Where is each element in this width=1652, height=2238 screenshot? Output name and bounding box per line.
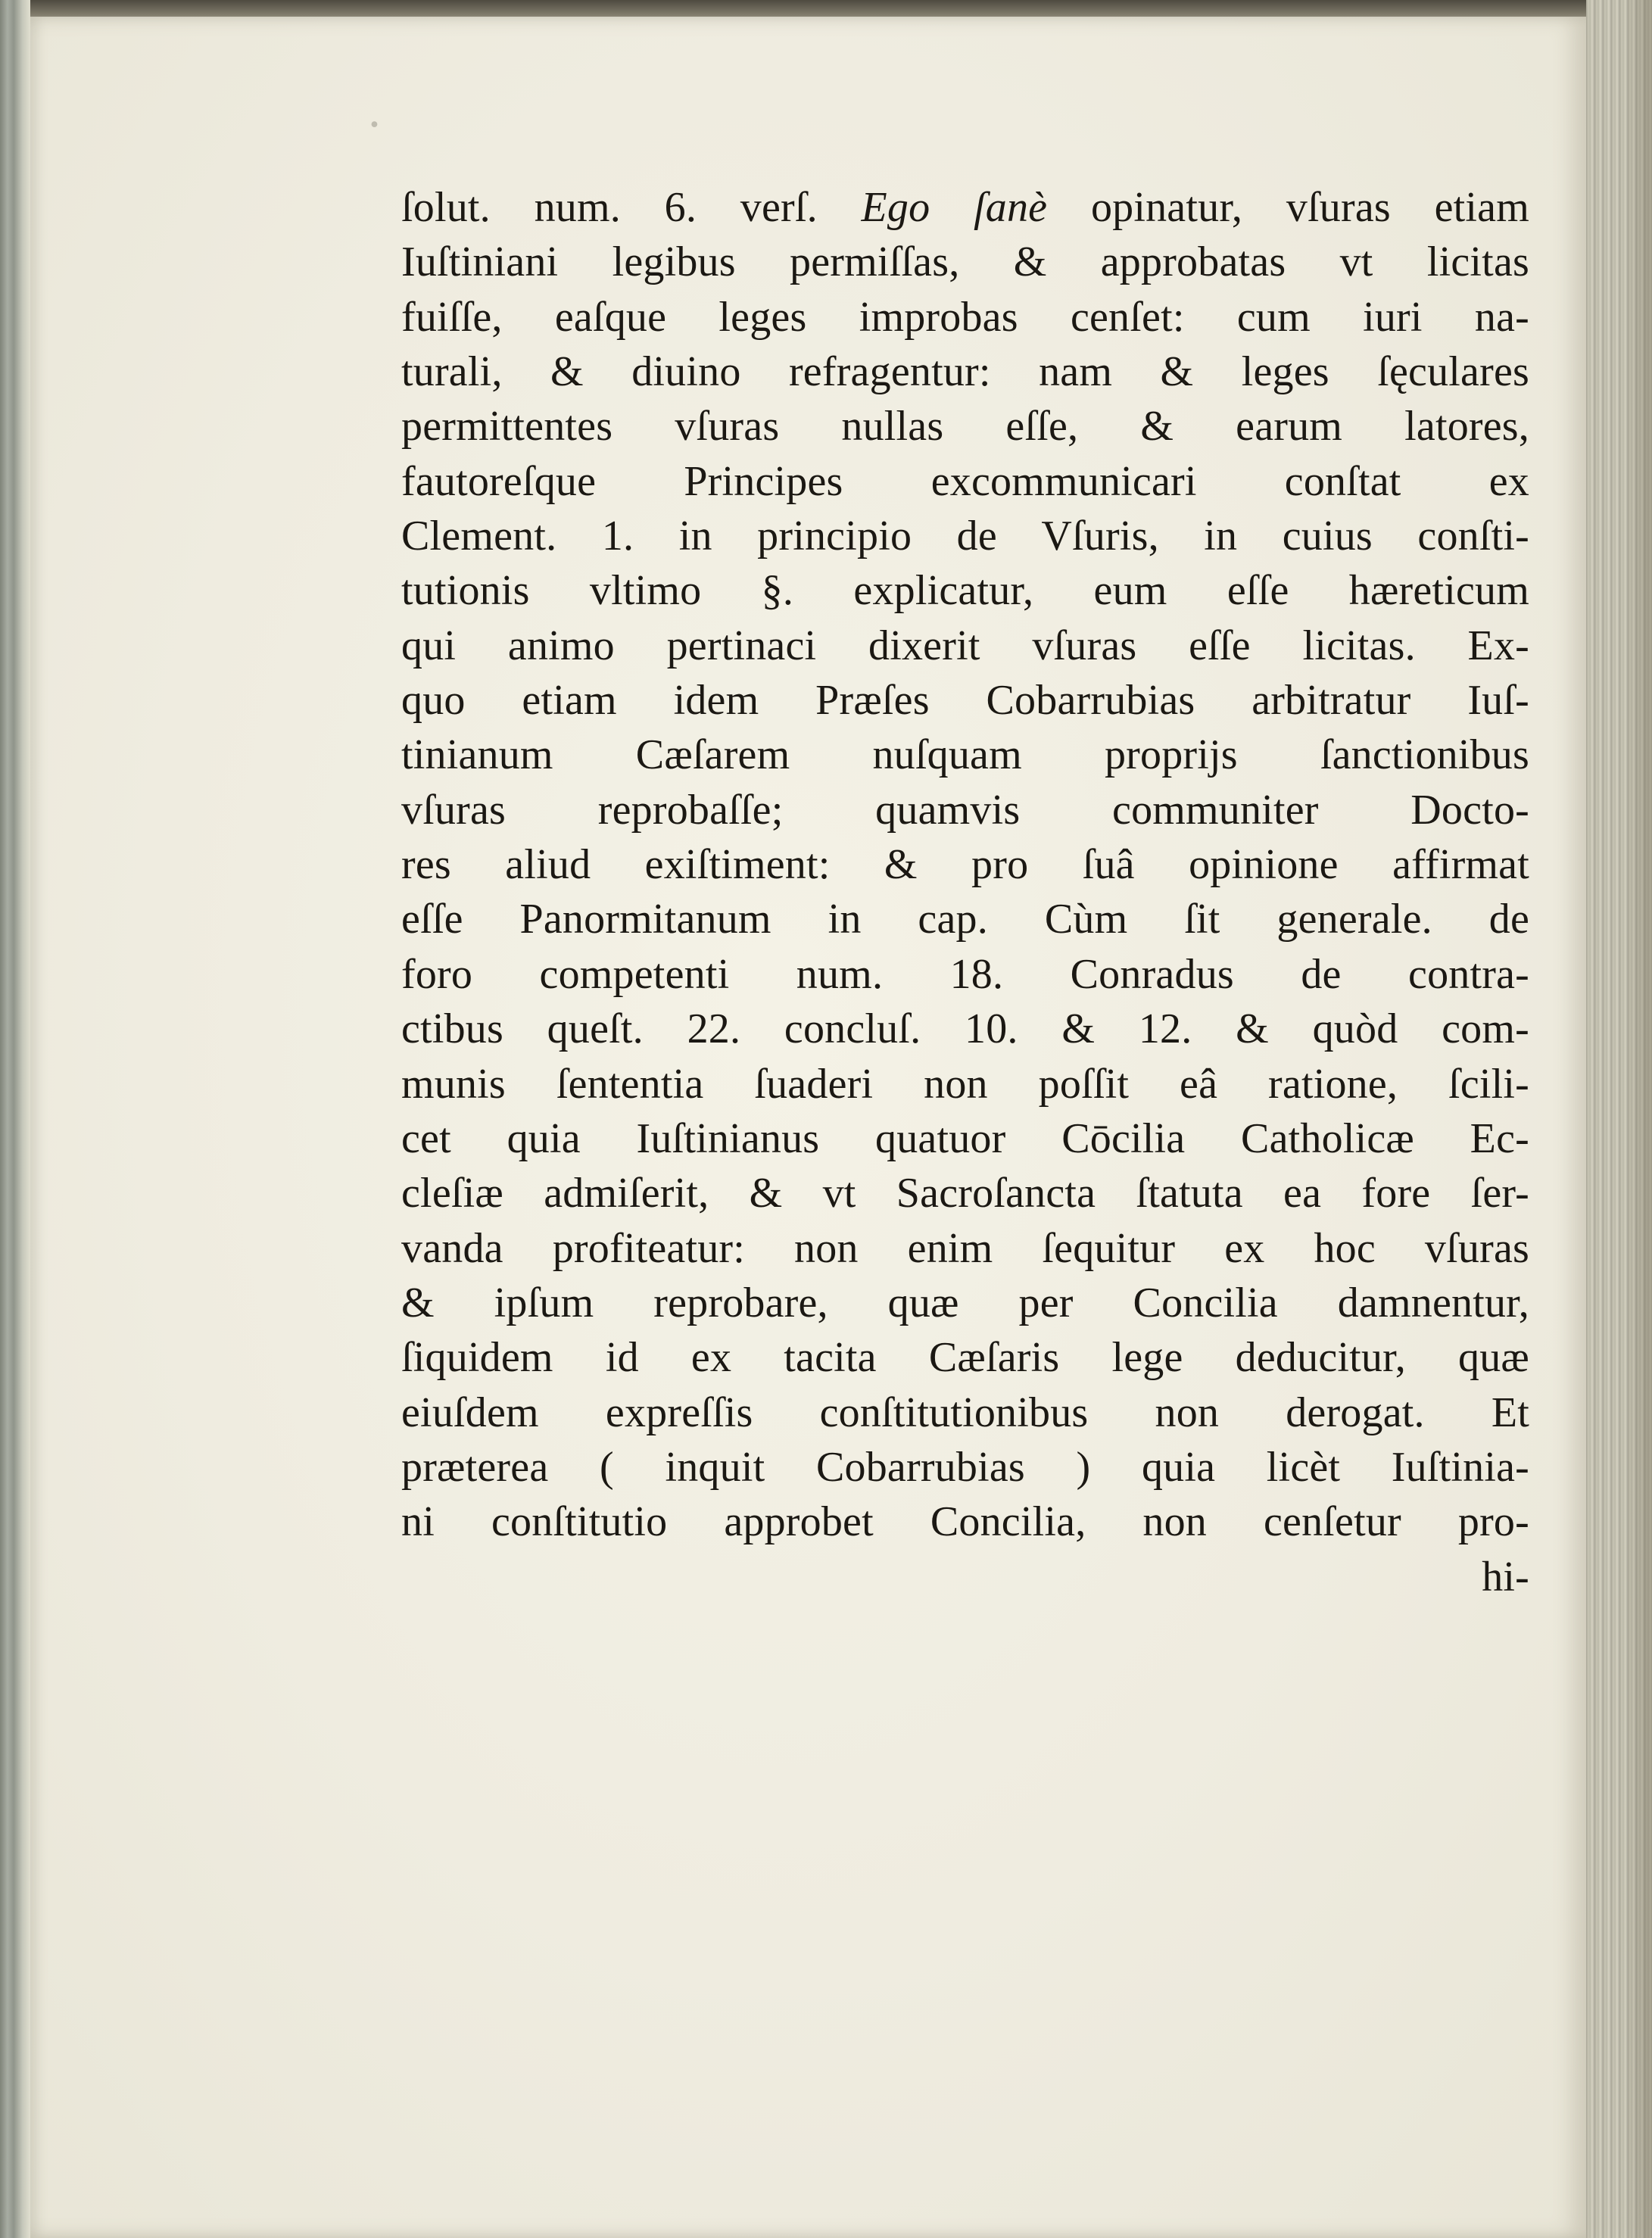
text-run: ni conſtitutio approbet Concilia, non cenſetur pro-: [401, 1498, 1529, 1546]
text-line: [401, 619, 1529, 673]
book-spine-edge: [0, 0, 30, 2238]
text-run: & ipſum reprobare, quæ per Concilia damnentur,: [401, 1279, 1529, 1326]
text-line: [401, 1440, 1529, 1495]
text-line: [401, 1330, 1529, 1385]
text-run: permittentes vſuras nullas eſſe, & earum latores,: [401, 403, 1529, 450]
text-line: [401, 290, 1529, 344]
text-run: Iuſtiniani legibus permiſſas, & approbatas vt licitas: [401, 238, 1529, 286]
text-run: præterea ( inquit Cobarrubias ) quia licèt Iuſtinia-: [401, 1443, 1529, 1491]
text-run: cleſiæ admiſerit, & vt Sacroſancta ſtatuta ea fore ſer-: [401, 1170, 1529, 1217]
italic-phrase: Ego ſanè: [861, 184, 1048, 231]
text-run: ſiquidem id ex tacita Cæſaris lege deducitur, quæ: [401, 1334, 1529, 1382]
text-run: tutionis vltimo §. explicatur, eum eſſe hæreticum: [401, 567, 1529, 615]
text-run: eſſe Panormitanum in cap. Cùm ſit generale. de: [401, 896, 1529, 943]
page-stack-edge: [1586, 0, 1652, 2238]
text-run: vſuras reprobaſſe; quamvis communiter Docto-: [401, 786, 1529, 834]
text-line: [401, 1495, 1529, 1549]
text-line: [401, 1111, 1529, 1166]
text-run: ſolut. num. 6. verſ.: [401, 184, 862, 231]
text-line: [401, 892, 1529, 946]
text-line: [401, 1276, 1529, 1330]
text-line: [401, 563, 1529, 618]
text-run: munis ſententia ſuaderi non poſſit eâ ratione, ſcili-: [401, 1060, 1529, 1108]
text-run: vanda profiteatur: non enim ſequitur ex hoc vſuras: [401, 1224, 1529, 1272]
text-run: cet quia Iuſtinianus quatuor Cōcilia Catholicæ Ec-: [401, 1114, 1529, 1162]
text-run: eiuſdem expreſſis conſtitutionibus non derogat. Et: [401, 1389, 1529, 1436]
latin-text-block: [401, 180, 1529, 1604]
text-run: opinatur, vſuras etiam: [1047, 184, 1529, 231]
text-line: [401, 1057, 1529, 1111]
text-line: [401, 837, 1529, 892]
text-run: hi-: [1482, 1553, 1529, 1601]
text-line: [401, 399, 1529, 454]
text-line: [401, 235, 1529, 289]
text-line: [401, 1002, 1529, 1056]
text-run: quo etiam idem Præſes Cobarrubias arbitratur Iuſ-: [401, 677, 1529, 725]
text-line: [401, 783, 1529, 837]
text-run: foro competenti num. 18. Conradus de contra-: [401, 950, 1529, 998]
text-run: fautoreſque Principes excommunicari conſtat ex: [401, 457, 1529, 505]
text-line: [401, 947, 1529, 1002]
text-run: tinianum Cæſarem nuſquam proprijs ſanctionibus: [401, 731, 1529, 779]
header-mark: ·: [367, 98, 384, 151]
text-run: Clement. 1. in principio de Vſuris, in cuius conſti-: [401, 513, 1529, 560]
text-line: [401, 180, 1529, 235]
text-line: [401, 673, 1529, 728]
text-run: fuiſſe, eaſque leges improbas cenſet: cum iuri na-: [401, 293, 1529, 341]
text-line: [401, 454, 1529, 509]
text-line: [401, 728, 1529, 782]
text-run: qui animo pertinaci dixerit vſuras eſſe licitas. Ex-: [401, 622, 1529, 669]
text-line: [401, 344, 1529, 399]
text-run: res aliud exiſtiment: & pro ſuâ opinione affirmat: [401, 841, 1529, 889]
text-run: ctibus queſt. 22. concluſ. 10. & 12. & quòd com-: [401, 1005, 1529, 1053]
text-line: [401, 1166, 1529, 1220]
text-line: [401, 509, 1529, 563]
text-line: [401, 1386, 1529, 1440]
text-line: [401, 1550, 1529, 1604]
text-line: [401, 1221, 1529, 1276]
text-run: turali, & diuino refragentur: nam & leges ſęculares: [401, 348, 1529, 396]
